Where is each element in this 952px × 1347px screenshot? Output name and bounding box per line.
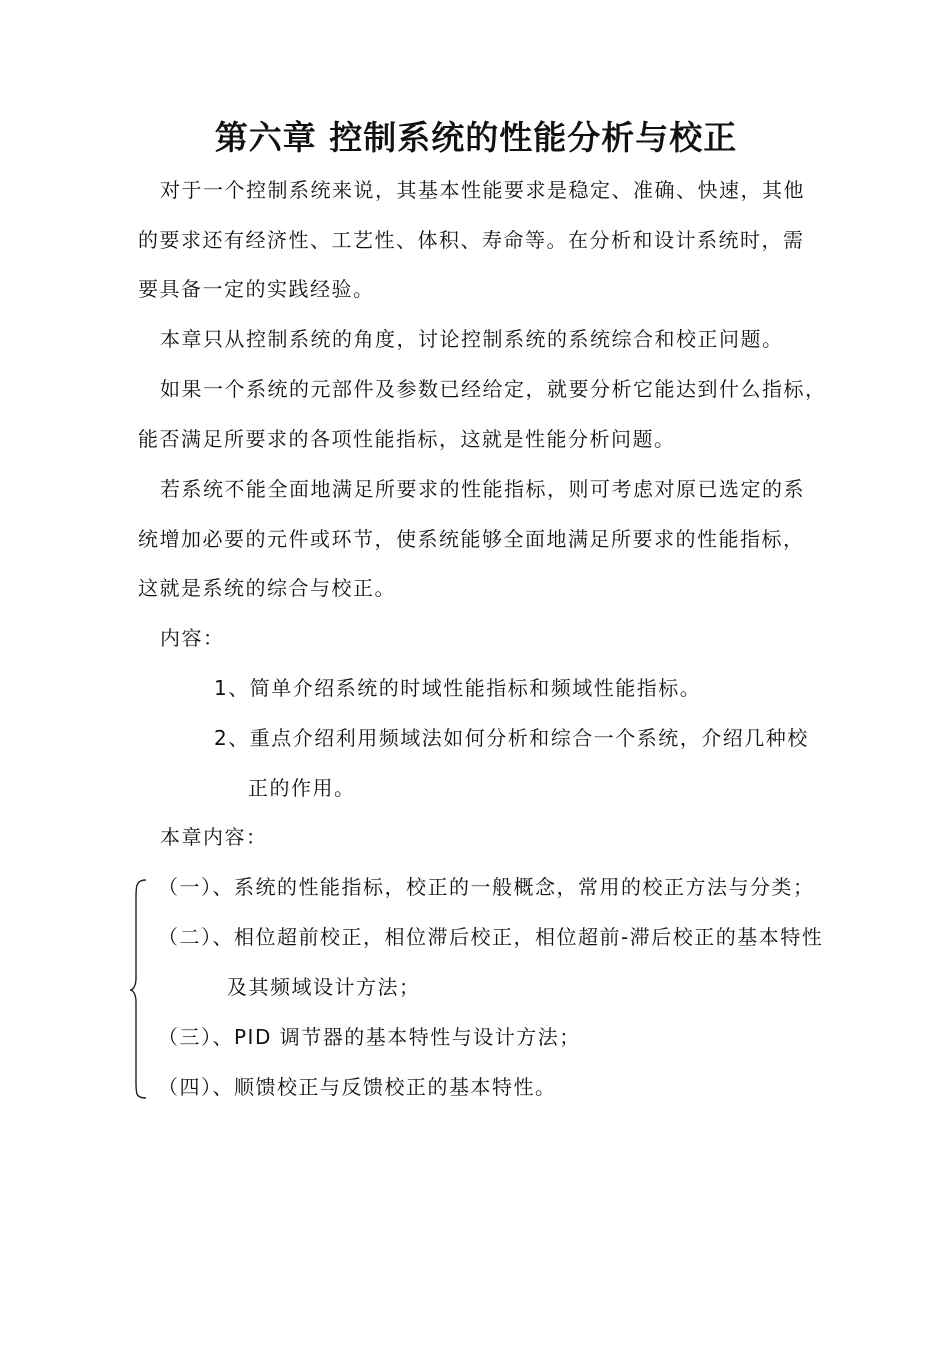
intro-line-3: 要具备一定的实践经验。	[138, 277, 375, 301]
chapter-title: 第六章 控制系统的性能分析与校正	[214, 118, 738, 157]
section-4: （四）、顺馈校正与反馈校正的基本特性。	[158, 1075, 557, 1099]
content-item-2-line-2: 正的作用。	[248, 776, 356, 800]
analysis-line-1: 如果一个系统的元部件及参数已经给定，就要分析它能达到什么指标，	[160, 377, 827, 401]
correction-line-1: 若系统不能全面地满足所要求的性能指标，则可考虑对原已选定的系	[160, 477, 805, 501]
content-item-2-line-1: 2、重点介绍利用频域法如何分析和综合一个系统，介绍几种校	[214, 726, 809, 750]
section-2-line-2: 及其频域设计方法；	[227, 975, 421, 999]
analysis-line-2: 能否满足所要求的各项性能指标，这就是性能分析问题。	[138, 427, 676, 451]
section-2-line-1: （二）、相位超前校正，相位滞后校正，相位超前-滞后校正的基本特性	[158, 925, 824, 949]
correction-line-2: 统增加必要的元件或环节，使系统能够全面地满足所要求的性能指标，	[138, 527, 805, 551]
chapter-contents-label: 本章内容：	[160, 825, 268, 849]
intro-line-2: 的要求还有经济性、工艺性、体积、寿命等。在分析和设计系统时，需	[138, 228, 805, 252]
section-3: （三）、PID 调节器的基本特性与设计方法；	[158, 1025, 581, 1049]
section-1: （一）、系统的性能指标，校正的一般概念，常用的校正方法与分类；	[158, 875, 815, 899]
intro-line-1: 对于一个控制系统来说，其基本性能要求是稳定、准确、快速，其他	[160, 178, 805, 202]
curly-brace-icon	[128, 878, 156, 1100]
correction-line-3: 这就是系统的综合与校正。	[138, 576, 396, 600]
scope-paragraph: 本章只从控制系统的角度，讨论控制系统的系统综合和校正问题。	[160, 327, 784, 351]
content-label: 内容：	[160, 626, 225, 650]
content-item-1: 1、简单介绍系统的时域性能指标和频域性能指标。	[214, 676, 702, 700]
